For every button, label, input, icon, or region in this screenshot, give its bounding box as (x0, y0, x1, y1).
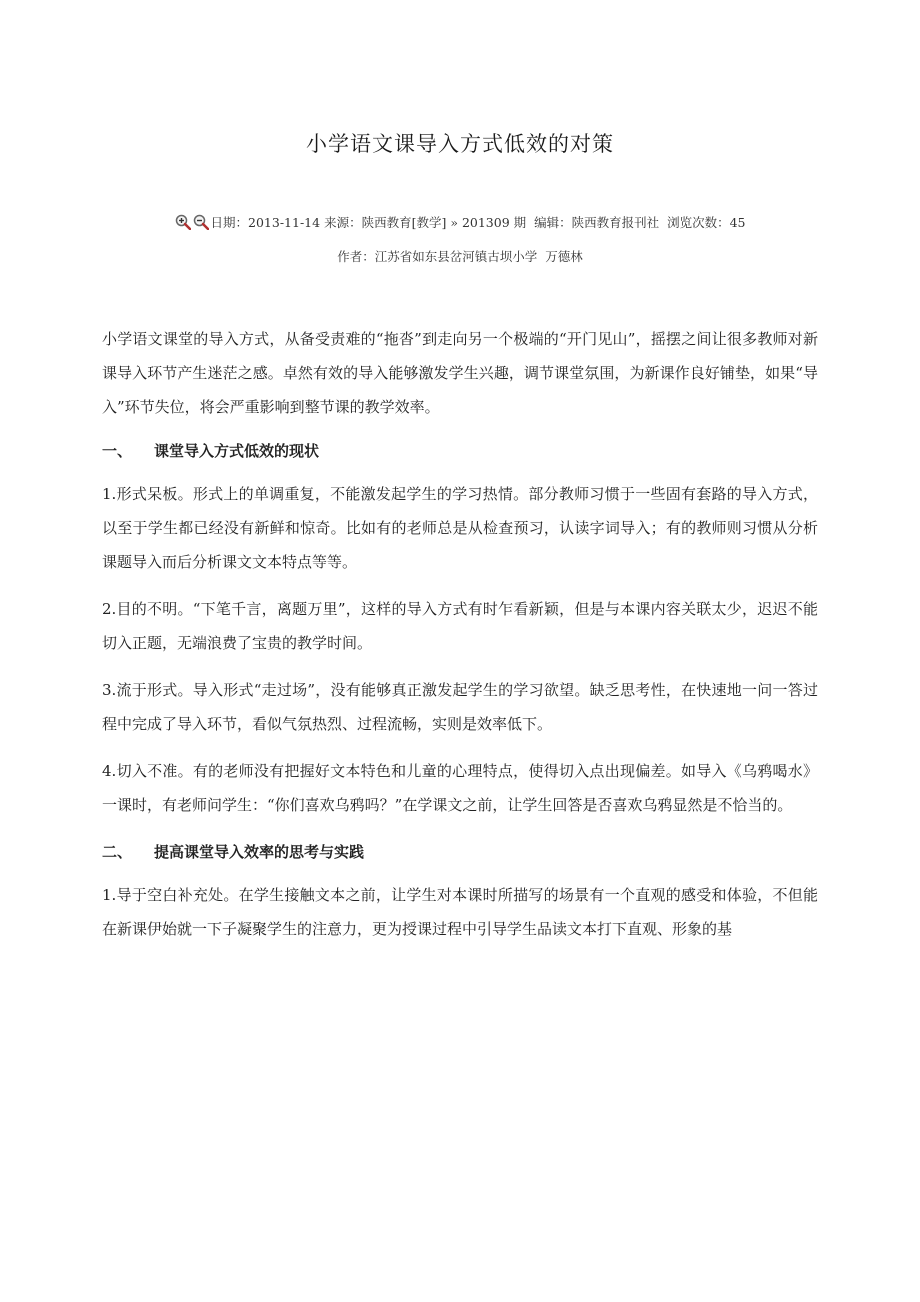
article-body (102, 322, 818, 959)
zoom-out-icon[interactable] (193, 214, 209, 230)
paragraph-item: 4.切入不准。有的老师没有把握好文本特色和儿童的心理特点，使得切入点出现偏差。如导入《乌鸦喝水》一课时，有老师问学生：“你们喜欢乌鸦吗？”在学课文之前，让学生回答是否喜欢乌鸦显然是不恰当的。 (102, 762, 818, 814)
paragraph-item: 2.目的不明。“下笔千言，离题万里”，这样的导入方式有时乍看新颖，但是与本课内容关联太少，迟迟不能切入正题，无端浪费了宝贵的教学时间。 (102, 600, 818, 652)
author-line (0, 248, 920, 266)
paragraph-item: 1.导于空白补充处。在学生接触文本之前，让学生对本课时所描写的场景有一个直观的感受和体验，不但能在新课伊始就一下子凝聚学生的注意力，更为授课过程中引导学生品读文本打下直观、形象的基 (102, 886, 818, 938)
source-label: 来源： (324, 215, 362, 230)
section-number: 二、 (102, 843, 133, 861)
paragraph-item: 3.流于形式。导入形式“走过场”，没有能够真正激发起学生的学习欲望。缺乏思考性，在快速地一问一答过程中完成了导入环节，看似气氛热烈、过程流畅，实则是效率低下。 (102, 681, 818, 733)
date-label: 日期： (210, 215, 249, 230)
article-meta (0, 214, 920, 232)
intro-paragraph: 小学语文课堂的导入方式，从备受责难的“拖沓”到走向另一个极端的“开门见山”，摇摆之间让很多教师对新课导入环节产生迷茫之感。卓然有效的导入能够激发学生兴趣，调节课堂氛围，为新课作良好铺垫，如果“导入”环节失位，将会严重影响到整节课的教学效率。 (102, 330, 818, 416)
author-label: 作者： (337, 249, 375, 264)
author-value: 江苏省如东县岔河镇古坝小学 万德林 (374, 249, 583, 264)
section-number: 一、 (102, 442, 133, 460)
zoom-in-icon[interactable] (175, 214, 191, 230)
editor-value: 陕西教育报刊社 (571, 215, 660, 230)
views-value: 45 (729, 215, 746, 230)
paragraph-item: 1.形式呆板。形式上的单调重复，不能激发起学生的学习热情。部分教师习惯于一些固有套路的导入方式，以至于学生都已经没有新鲜和惊奇。比如有的老师总是从检查预习，认读字词导入；有的教师则习惯从分析课题导入而后分析课文文本特点等等。 (102, 485, 818, 571)
source-value: 陕西教育[教学] » 201309 期 (361, 215, 527, 230)
date-value: 2013-11-14 (248, 215, 321, 230)
section-title: 课堂导入方式低效的现状 (154, 442, 320, 460)
section-title: 提高课堂导入效率的思考与实践 (154, 843, 365, 861)
section-heading-1 (102, 434, 818, 468)
editor-label: 编辑： (534, 215, 572, 230)
section-heading-2 (102, 835, 818, 869)
article-title: 小学语文课导入方式低效的对策 (306, 132, 614, 156)
views-label: 浏览次数： (667, 215, 730, 230)
